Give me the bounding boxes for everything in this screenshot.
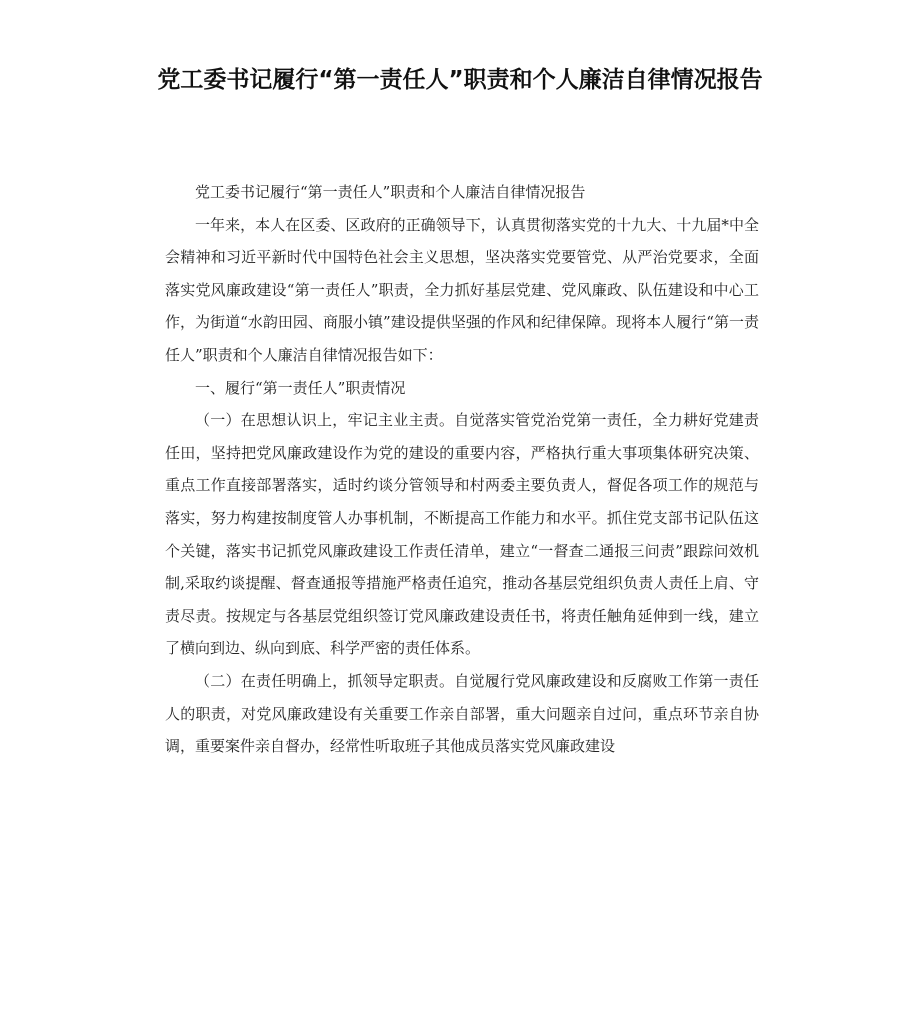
paragraph-section-2: （二）在责任明确上，抓领导定职责。自觉履行党风廉政建设和反腐败工作第一责任人的职责，对党风廉政建设有关重要工作亲自部署，重大问题亲自过问，重点环节亲自协调，重要案件亲自督办，经常性听取班子其他成员落实党风廉政建设 — [165, 671, 759, 756]
document-title: 党工委书记履行“第一责任人”职责和个人廉洁自律情况报告 — [157, 67, 763, 93]
paragraph-section-1: （一）在思想认识上，牢记主业主责。自觉落实管党治党第一责任，全力耕好党建责任田，坚持把党风廉政建设作为党的建设的重要内容，严格执行重大事项集体研究决策、重点工作直接部署落实，适时约谈分管领导和村两委主要负责人，督促各项工作的规范与落实，努力构建按制度管人办事机制，不断提高工作能力和水平。抓住党支部书记队伍这个关键，落实书记抓党风廉政建设工作责任清单，建立“一督查二通报三问责”跟踪问效机制,采取约谈提醒、督查通报等措施严格责任追究，推动各基层党组织负责人责任上肩、守责尽责。按规定与各基层党组织签订党风廉政建设责任书，将责任触角延伸到一线，建立了横向到边、纵向到底、科学严密的责任体系。 — [165, 411, 759, 658]
section-heading: 一、履行“第一责任人”职责情况 — [195, 378, 406, 397]
document-body — [165, 176, 759, 763]
paragraph-intro: 一年来，本人在区委、区政府的正确领导下，认真贯彻落实党的十九大、十九届*中全会精神和习近平新时代中国特色社会主义思想，坚决落实党要管党、从严治党要求，全面落实党风廉政建设“第一责任人”职责，全力抓好基层党建、党风廉政、队伍建设和中心工作，为街道“水韵田园、商服小镇”建设提供坚强的作风和纪律保障。现将本人履行“第一责任人”职责和个人廉洁自律情况报告如下： — [165, 215, 759, 364]
paragraph-subtitle: 党工委书记履行“第一责任人”职责和个人廉洁自律情况报告 — [195, 183, 586, 201]
